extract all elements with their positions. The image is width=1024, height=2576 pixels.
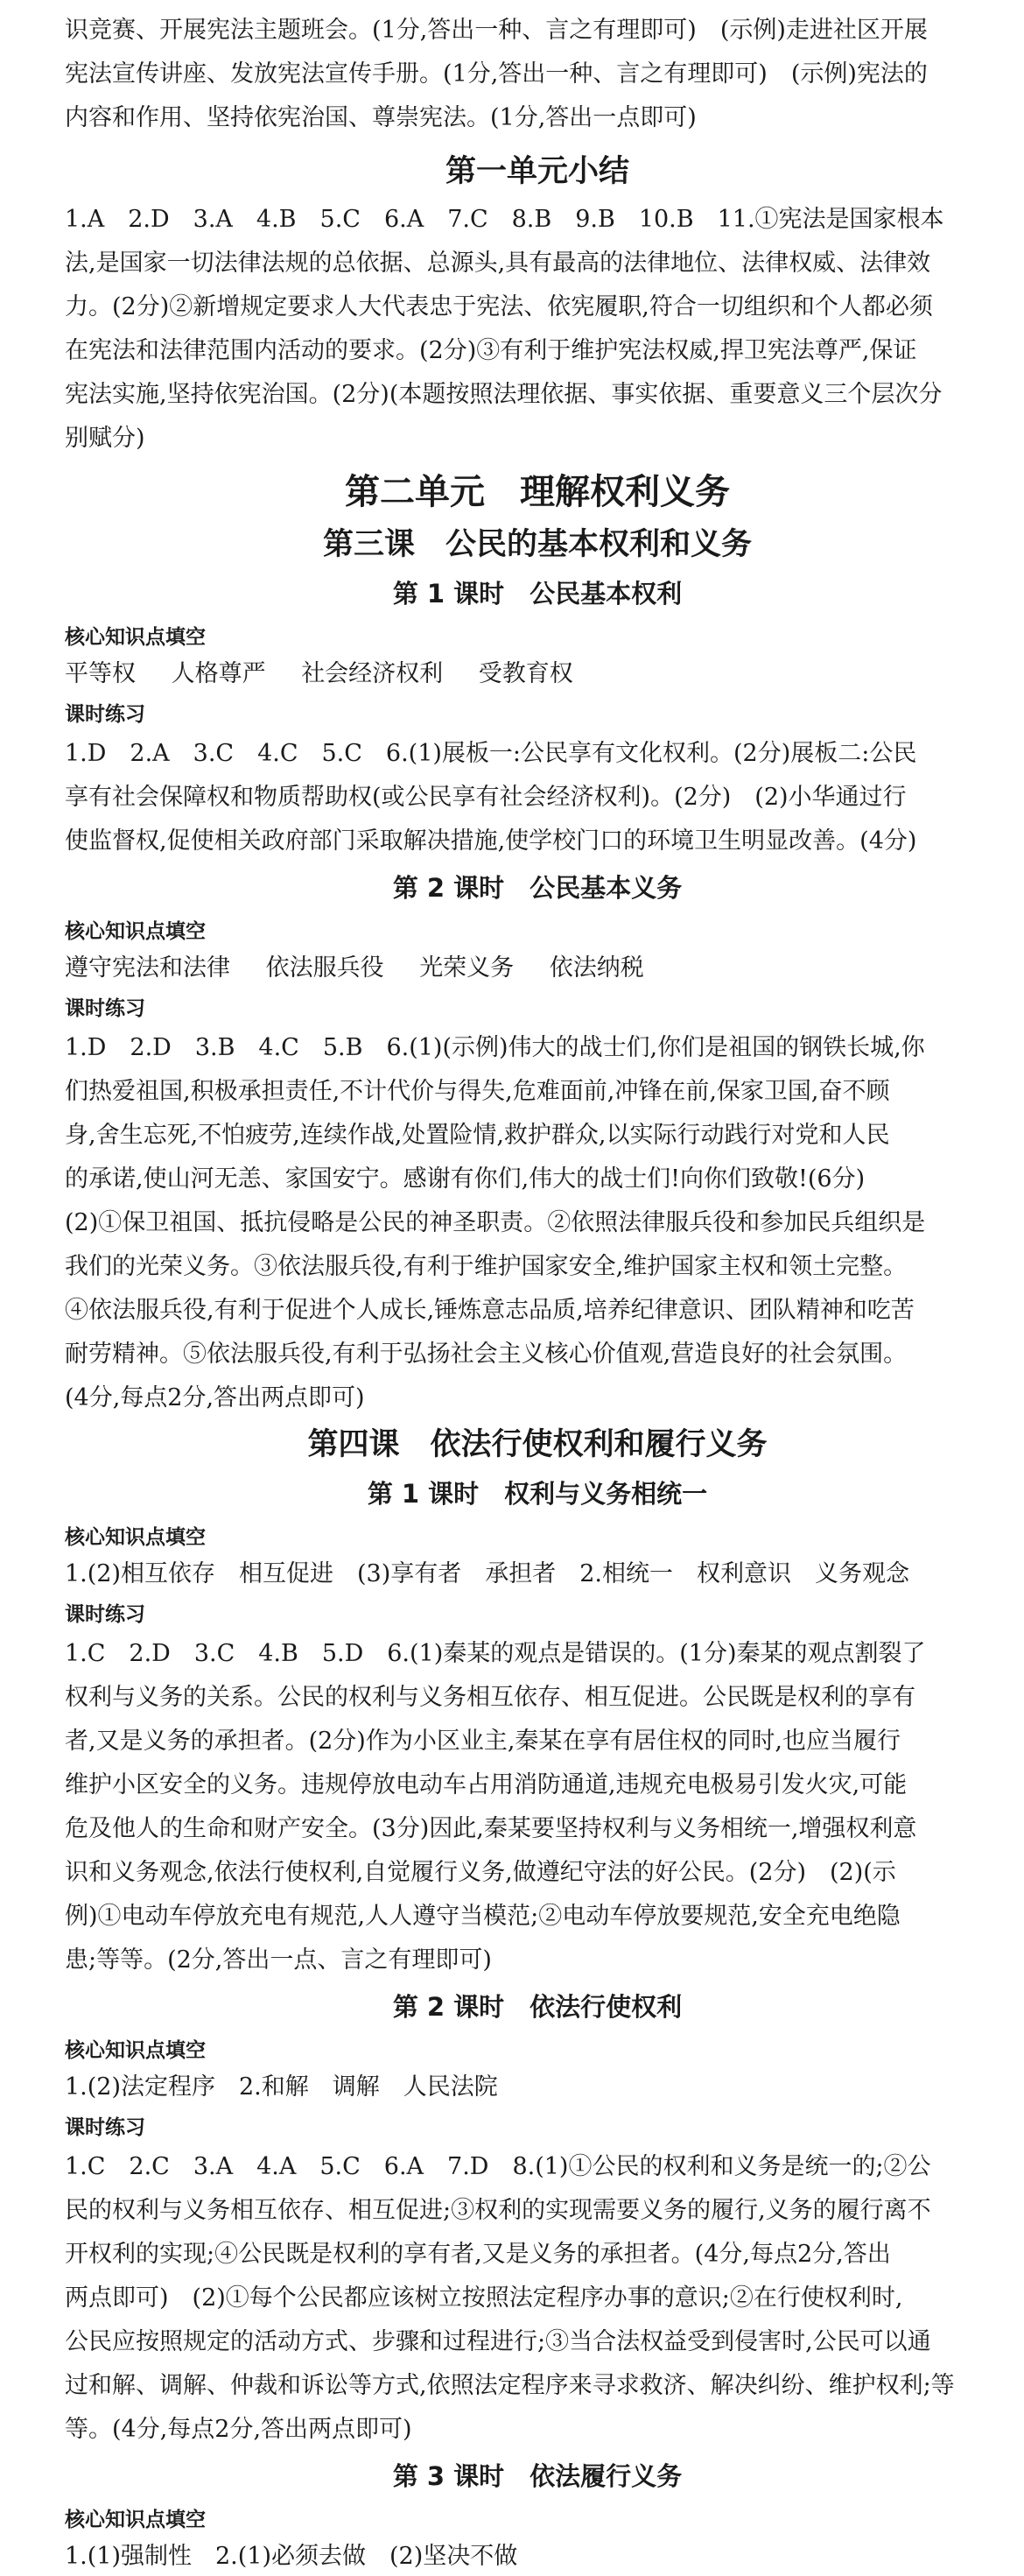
lesson4-title: 第四课 依法行使权利和履行义务 [307,1427,768,1462]
practice-line: 两点即可) (2)①每个公民都应该树立按照法定程序办事的意识;②在行使权利时, [65,2284,903,2312]
core-label: 核心知识点填空 [65,920,206,943]
summary-line: 别赋分) [65,425,145,452]
core-answer: 社会经济权利 [301,660,444,687]
core-answers [65,655,1010,693]
period-title: 第 3 课时 依法履行义务 [392,2461,683,2491]
core-answer: 光荣义务 [419,954,515,982]
practice-line: 权利与义务的关系。公民的权利与义务相互依存、相互促进。公民既是权利的享有 [65,1684,915,1711]
practice-line: 1.C 2.C 3.A 4.A 5.C 6.A 7.D 8.(1)①公民的权利和义务是统一的;②公 [65,2153,931,2180]
core-answers: 1.(1)强制性 2.(1)必须去做 (2)坚决不做 [65,2543,518,2570]
summary-line: 1.A 2.D 3.A 4.B 5.C 6.A 7.C 8.B 9.B 10.B 11.①宪法是国家根本 [65,206,944,233]
core-answers: 1.(2)法定程序 2.和解 调解 人民法院 [65,2073,498,2101]
practice-line: 的承诺,使山河无恙、家国安宁。感谢有你们,伟大的战士们!向你们致敬!(6分) [65,1165,866,1193]
practice-line: 耐劳精神。⑤依法服兵役,有利于弘扬社会主义核心价值观,营造良好的社会氛围。 [65,1341,908,1368]
core-answer: 受教育权 [478,660,573,687]
practice-line: 1.D 2.D 3.B 4.C 5.B 6.(1)(示例)伟大的战士们,你们是祖国的钢铁长城,你 [65,1034,925,1061]
intro-line: 识竞赛、开展宪法主题班会。(1分,答出一种、言之有理即可) (示例)走进社区开展 [65,17,928,44]
period-title: 第 1 课时 权利与义务相统一 [367,1479,708,1509]
core-answer: 平等权 [65,660,136,687]
summary-line: 在宪法和法律范围内活动的要求。(2分)③有利于维护宪法权威,捍卫宪法尊严,保证 [65,337,917,364]
summary-line: 力。(2分)②新增规定要求人大代表忠于宪法、依宪履职,符合一切组织和个人都必须 [65,293,933,320]
core-answer: 遵守宪法和法律 [65,954,230,982]
practice-line: 1.D 2.A 3.C 4.C 5.C 6.(1)展板一:公民享有文化权利。(2分)展板二:公民 [65,740,917,767]
practice-line: 民的权利与义务相互依存、相互促进;③权利的实现需要义务的履行,义务的履行离不 [65,2197,931,2224]
practice-line: 等。(4分,每点2分,答出两点即可) [65,2416,412,2443]
practice-line: 例)①电动车停放充电有规范,人人遵守当模范;②电动车停放要规范,安全充电绝隐 [65,1903,901,1930]
practice-line: 享有社会保障权和物质帮助权(或公民享有社会经济权利)。(2分) (2)小华通过行 [65,784,907,811]
core-answer: 依法纳税 [549,954,644,982]
intro-line: 内容和作用、坚持依宪治国、尊崇宪法。(1分,答出一点即可) [65,104,697,131]
practice-line: 我们的光荣义务。③依法服兵役,有利于维护国家安全,维护国家主权和领土完整。 [65,1253,908,1280]
period-title: 第 1 课时 公民基本权利 [392,579,683,609]
practice-line: 们热爱祖国,积极承担责任,不计代价与得失,危难面前,冲锋在前,保家卫国,奋不顾 [65,1078,890,1105]
unit2-title: 第二单元 理解权利义务 [345,472,730,512]
practice-line: 危及他人的生命和财产安全。(3分)因此,秦某要坚持权利与义务相统一,增强权利意 [65,1815,917,1842]
practice-line: (2)①保卫祖国、抵抗侵略是公民的神圣职责。②依照法律服兵役和参加民兵组织是 [65,1209,926,1236]
practice-line: 者,又是义务的承担者。(2分)作为小区业主,秦某在享有居住权的同时,也应当履行 [65,1728,901,1755]
core-label: 核心知识点填空 [65,626,206,649]
practice-label: 课时练习 [65,1603,145,1626]
lesson3-title: 第三课 公民的基本权利和义务 [322,527,752,562]
practice-line: 患;等等。(2分,答出一点、言之有理即可) [65,1946,492,1974]
core-label: 核心知识点填空 [65,2509,206,2531]
practice-line: 公民应按照规定的活动方式、步骤和过程进行;③当合法权益受到侵害时,公民可以通 [65,2328,931,2355]
practice-label: 课时练习 [65,997,145,1020]
practice-label: 课时练习 [65,703,145,726]
core-label: 核心知识点填空 [65,1526,206,1549]
summary-line: 法,是国家一切法律法规的总依据、总源头,具有最高的法律地位、法律权威、法律效 [65,250,931,277]
practice-line: 身,舍生忘死,不怕疲劳,连续作战,处置险情,救护群众,以实际行动践行对党和人民 [65,1122,890,1149]
practice-line: 维护小区安全的义务。违规停放电动车占用消防通道,违规充电极易引发火灾,可能 [65,1771,908,1798]
core-label: 核心知识点填空 [65,2039,206,2062]
period-title: 第 2 课时 依法行使权利 [392,1992,683,2022]
practice-line: ④依法服兵役,有利于促进个人成长,锤炼意志品质,培养纪律意识、团队精神和吃苦 [65,1297,915,1324]
core-answers [65,949,1010,988]
practice-line: 使监督权,促使相关政府部门采取解决措施,使学校门口的环境卫生明显改善。(4分) [65,827,917,855]
practice-line: 开权利的实现;④公民既是权利的享有者,又是义务的承担者。(4分,每点2分,答出 [65,2241,891,2268]
core-answers: 1.(2)相互依存 相互促进 (3)享有者 承担者 2.相统一 权利意识 义务观念 [65,1560,910,1587]
practice-label: 课时练习 [65,2116,145,2139]
period-title: 第 2 课时 公民基本义务 [392,873,683,903]
practice-line: 过和解、调解、仲裁和诉讼等方式,依照法定程序来寻求救济、解决纠纷、维护权利;等 [65,2372,955,2399]
practice-line: 识和义务观念,依法行使权利,自觉履行义务,做遵纪守法的好公民。(2分) (2)(示 [65,1859,896,1886]
practice-line: 1.C 2.D 3.C 4.B 5.D 6.(1)秦某的观点是错误的。(1分)秦某的观点割裂了 [65,1640,926,1667]
summary-line: 宪法实施,坚持依宪治国。(2分)(本题按照法理依据、事实依据、重要意义三个层次分 [65,381,943,408]
unit1-summary-title: 第一单元小结 [445,154,629,189]
core-answer: 人格尊严 [171,660,266,687]
core-answer: 依法服兵役 [265,954,384,982]
practice-line: (4分,每点2分,答出两点即可) [65,1384,365,1411]
intro-line: 宪法宣传讲座、发放宪法宣传手册。(1分,答出一种、言之有理即可) (示例)宪法的 [65,60,928,88]
